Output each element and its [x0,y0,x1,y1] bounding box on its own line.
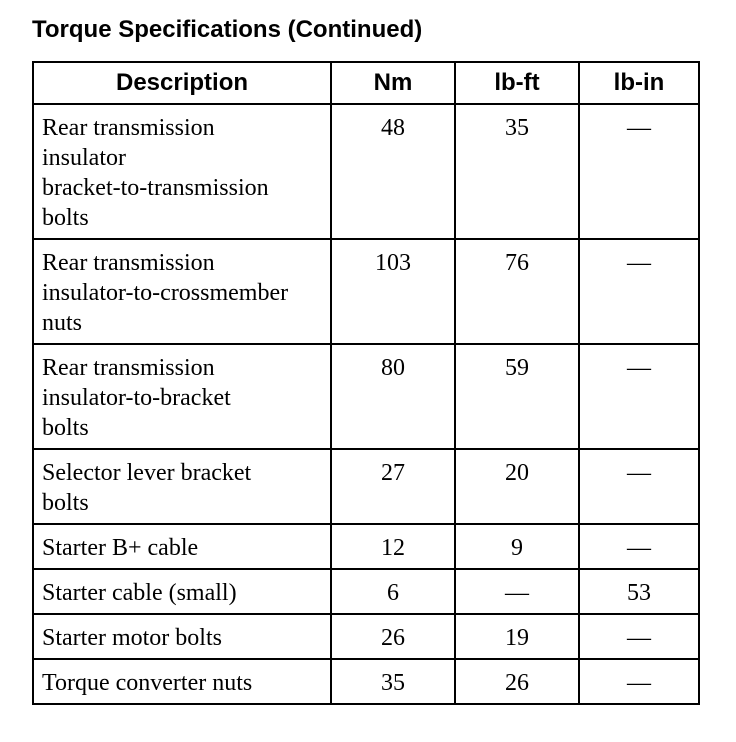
lb-ft-cell: 26 [455,659,579,704]
nm-cell: 103 [331,239,455,344]
description-cell: Torque converter nuts [33,659,331,704]
lb-ft-cell: 59 [455,344,579,449]
lb-ft-cell: — [455,569,579,614]
table-row [33,344,699,449]
lb-ft-cell: 20 [455,449,579,524]
nm-cell: 12 [331,524,455,569]
column-header-lb-in: lb-in [579,62,699,104]
description-cell: Starter B+ cable [33,524,331,569]
column-header-nm: Nm [331,62,455,104]
table-row [33,104,699,239]
lb-in-cell: — [579,344,699,449]
description-cell: Starter motor bolts [33,614,331,659]
lb-ft-cell: 76 [455,239,579,344]
description-cell: Starter cable (small) [33,569,331,614]
table-row [33,659,699,704]
torque-spec-table [32,61,700,705]
lb-in-cell: — [579,614,699,659]
lb-ft-cell: 9 [455,524,579,569]
nm-cell: 80 [331,344,455,449]
column-header-description: Description [33,62,331,104]
table-row [33,524,699,569]
page-title: Torque Specifications (Continued) [32,16,423,43]
description-cell: Rear transmission insulator-to-bracket bolts [33,344,331,449]
nm-cell: 27 [331,449,455,524]
lb-in-cell: — [579,524,699,569]
lb-in-cell: — [579,659,699,704]
table-row [33,614,699,659]
table-row [33,449,699,524]
description-cell: Rear transmission insulator bracket-to-transmission bolts [33,104,331,239]
table-row [33,569,699,614]
lb-ft-cell: 35 [455,104,579,239]
nm-cell: 35 [331,659,455,704]
header-row [33,62,699,104]
lb-in-cell: — [579,239,699,344]
nm-cell: 26 [331,614,455,659]
table-row [33,239,699,344]
nm-cell: 6 [331,569,455,614]
lb-in-cell: — [579,449,699,524]
lb-ft-cell: 19 [455,614,579,659]
column-header-lb-ft: lb-ft [455,62,579,104]
description-cell: Selector lever bracket bolts [33,449,331,524]
description-cell: Rear transmission insulator-to-crossmember nuts [33,239,331,344]
lb-in-cell: — [579,104,699,239]
lb-in-cell: 53 [579,569,699,614]
nm-cell: 48 [331,104,455,239]
